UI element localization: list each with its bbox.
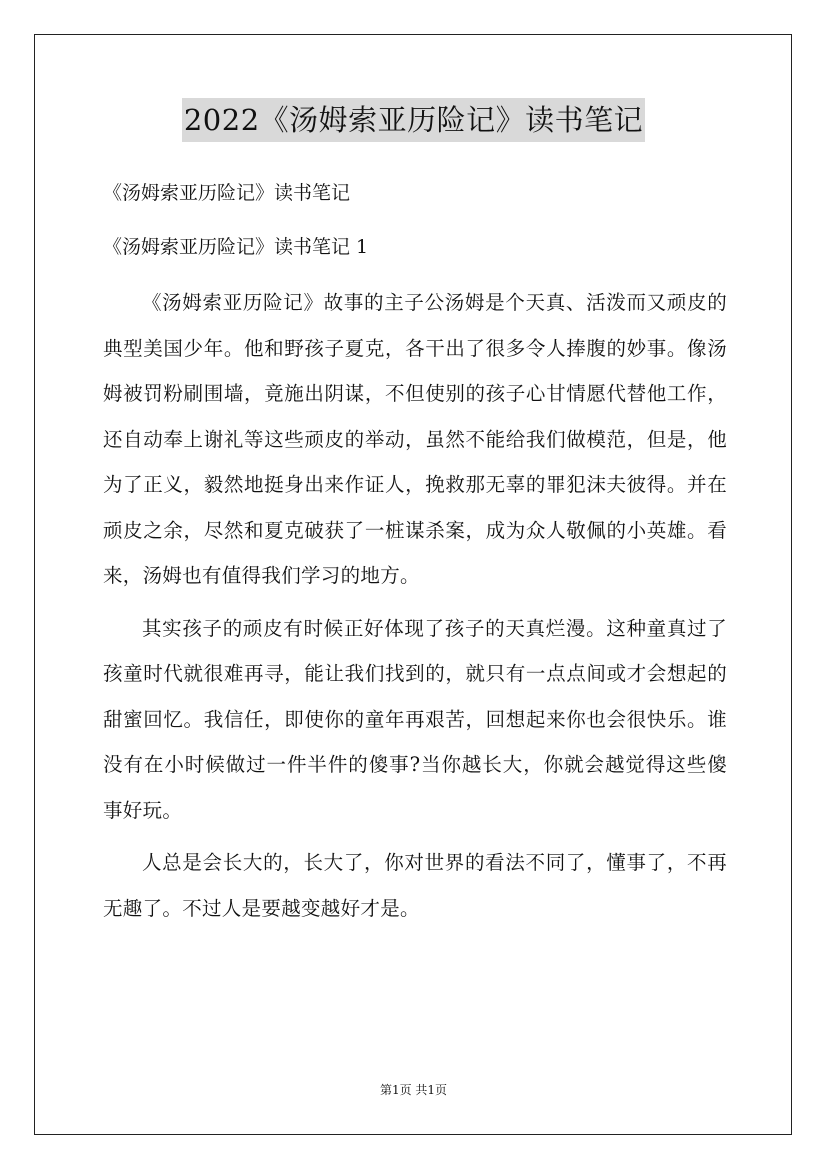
paragraph-1: 《汤姆索亚历险记》故事的主子公汤姆是个天真、活泼而又顽皮的典型美国少年。他和野孩子夏克，各干出了很多令人捧腹的妙事。像汤姆被罚粉刷围墙，竟施出阴谋，不但使别的孩子心甘情愿代替他工作，还自动奉上谢礼等这些顽皮的举动，虽然不能给我们做模范，但是，他为了正义，毅然地挺身出来作证人，挽救那无辜的罪犯沫夫彼得。并在顽皮之余，尽然和夏克破获了一桩谋杀案，成为众人敬佩的小英雄。看来，汤姆也有值得我们学习的地方。: [103, 291, 727, 587]
title-container: [0, 98, 827, 142]
document-title: 2022《汤姆索亚历险记》读书笔记: [182, 98, 645, 142]
subtitle-2: 《汤姆索亚历险记》读书笔记 1: [103, 236, 369, 258]
subtitle-1: 《汤姆索亚历险记》读书笔记: [103, 182, 351, 204]
document-body: [103, 280, 727, 931]
paragraph-2: 其实孩子的顽皮有时候正好体现了孩子的天真烂漫。这种童真过了孩童时代就很难再寻，能让我们找到的，就只有一点点间或才会想起的甜蜜回忆。我信任，即使你的童年再艰苦，回想起来你也会很快乐。谁没有在小时候做过一件半件的傻事?当你越长大，你就会越觉得这些傻事好玩。: [103, 616, 727, 822]
paragraph-3: 人总是会长大的，长大了，你对世界的看法不同了，懂事了，不再无趣了。不过人是要越变越好才是。: [103, 851, 727, 920]
page-footer: 第1页 共1页: [379, 1083, 448, 1097]
